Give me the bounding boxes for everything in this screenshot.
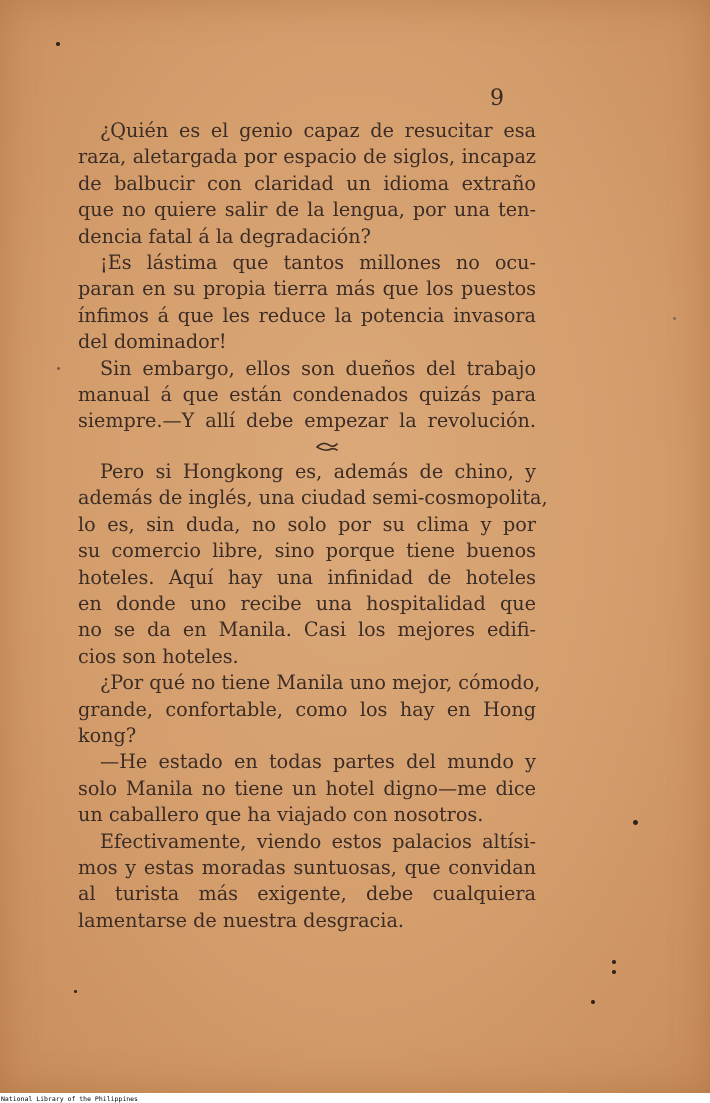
paper-speck bbox=[56, 42, 60, 46]
text-line: paran en su propia tierra más que los puestos bbox=[78, 277, 536, 301]
text-line: de balbucir con claridad un idioma extraño bbox=[78, 171, 536, 195]
text-line: solo Manila no tiene un hotel digno—me dice bbox=[78, 776, 536, 800]
paper-speck bbox=[612, 970, 616, 974]
text-line: su comercio libre, sino porque tiene buenos bbox=[78, 539, 536, 563]
text-line: lo es, sin duda, no solo por su clima y por bbox=[78, 512, 536, 536]
text-line: además de inglés, una ciudad semi-cosmopolita, bbox=[78, 486, 548, 510]
text-line: ¡Es lástima que tantos millones no ocu- bbox=[100, 251, 536, 275]
text-line: Efectivamente, viendo estos palacios altísi- bbox=[100, 829, 536, 853]
text-line: ¿Por qué no tiene Manila uno mejor, cómodo, bbox=[100, 671, 541, 695]
paper-speck bbox=[74, 990, 77, 993]
paper-speck bbox=[633, 820, 638, 825]
text-line: del dominador! bbox=[78, 330, 227, 354]
text-line: un caballero que ha viajado con nosotros. bbox=[78, 803, 484, 827]
text-line: grande, confortable, como los hay en Hong bbox=[78, 697, 536, 721]
footer-credit: National Library of the Philippines bbox=[1, 1095, 138, 1103]
paragraph-1 bbox=[78, 118, 536, 250]
paragraph-3 bbox=[78, 356, 536, 435]
paper-speck bbox=[591, 1000, 595, 1004]
text-line: Pero si Hongkong es, además de chino, y bbox=[100, 459, 536, 483]
paragraph-2 bbox=[78, 250, 536, 356]
body-text bbox=[78, 118, 548, 934]
paragraph-5 bbox=[78, 670, 541, 749]
text-line: al turista más exigente, debe cualquiera bbox=[78, 882, 536, 906]
text-line: lamentarse de nuestra desgracia. bbox=[78, 908, 404, 932]
text-line: en donde uno recibe una hospitalidad que bbox=[78, 591, 536, 615]
text-line: raza, aletargada por espacio de siglos, incapaz bbox=[78, 145, 536, 169]
paper-speck bbox=[673, 317, 676, 320]
text-line: —He estado en todas partes del mundo y bbox=[100, 750, 536, 774]
text-line: mos y estas moradas suntuosas, que convidan bbox=[78, 855, 536, 879]
text-line: ¿Quién es el genio capaz de resucitar esa bbox=[100, 119, 536, 142]
section-divider-ornament bbox=[78, 435, 536, 455]
ornament-icon bbox=[315, 440, 339, 454]
text-line: no se da en Manila. Casi los mejores edifi- bbox=[78, 618, 536, 642]
paper-speck bbox=[612, 960, 616, 964]
paragraph-7 bbox=[78, 829, 536, 935]
text-line: manual á que están condenados quizás para bbox=[78, 383, 536, 407]
text-line: dencia fatal á la degradación? bbox=[78, 224, 371, 248]
paragraph-6 bbox=[78, 749, 536, 828]
paragraph-4 bbox=[78, 459, 548, 670]
text-line: siempre.—Y allí debe empezar la revolución. bbox=[78, 409, 536, 433]
paper-speck bbox=[57, 367, 60, 370]
text-line: cios son hoteles. bbox=[78, 644, 239, 668]
text-line: hoteles. Aquí hay una infinidad de hoteles bbox=[78, 565, 536, 589]
text-line: Sin embargo, ellos son dueños del trabajo bbox=[100, 356, 536, 380]
text-line: kong? bbox=[78, 723, 137, 747]
page-number: 9 bbox=[490, 86, 504, 111]
text-line: ínfimos á que les reduce la potencia invasora bbox=[78, 303, 536, 327]
text-line: que no quiere salir de la lengua, por una ten- bbox=[78, 198, 536, 222]
